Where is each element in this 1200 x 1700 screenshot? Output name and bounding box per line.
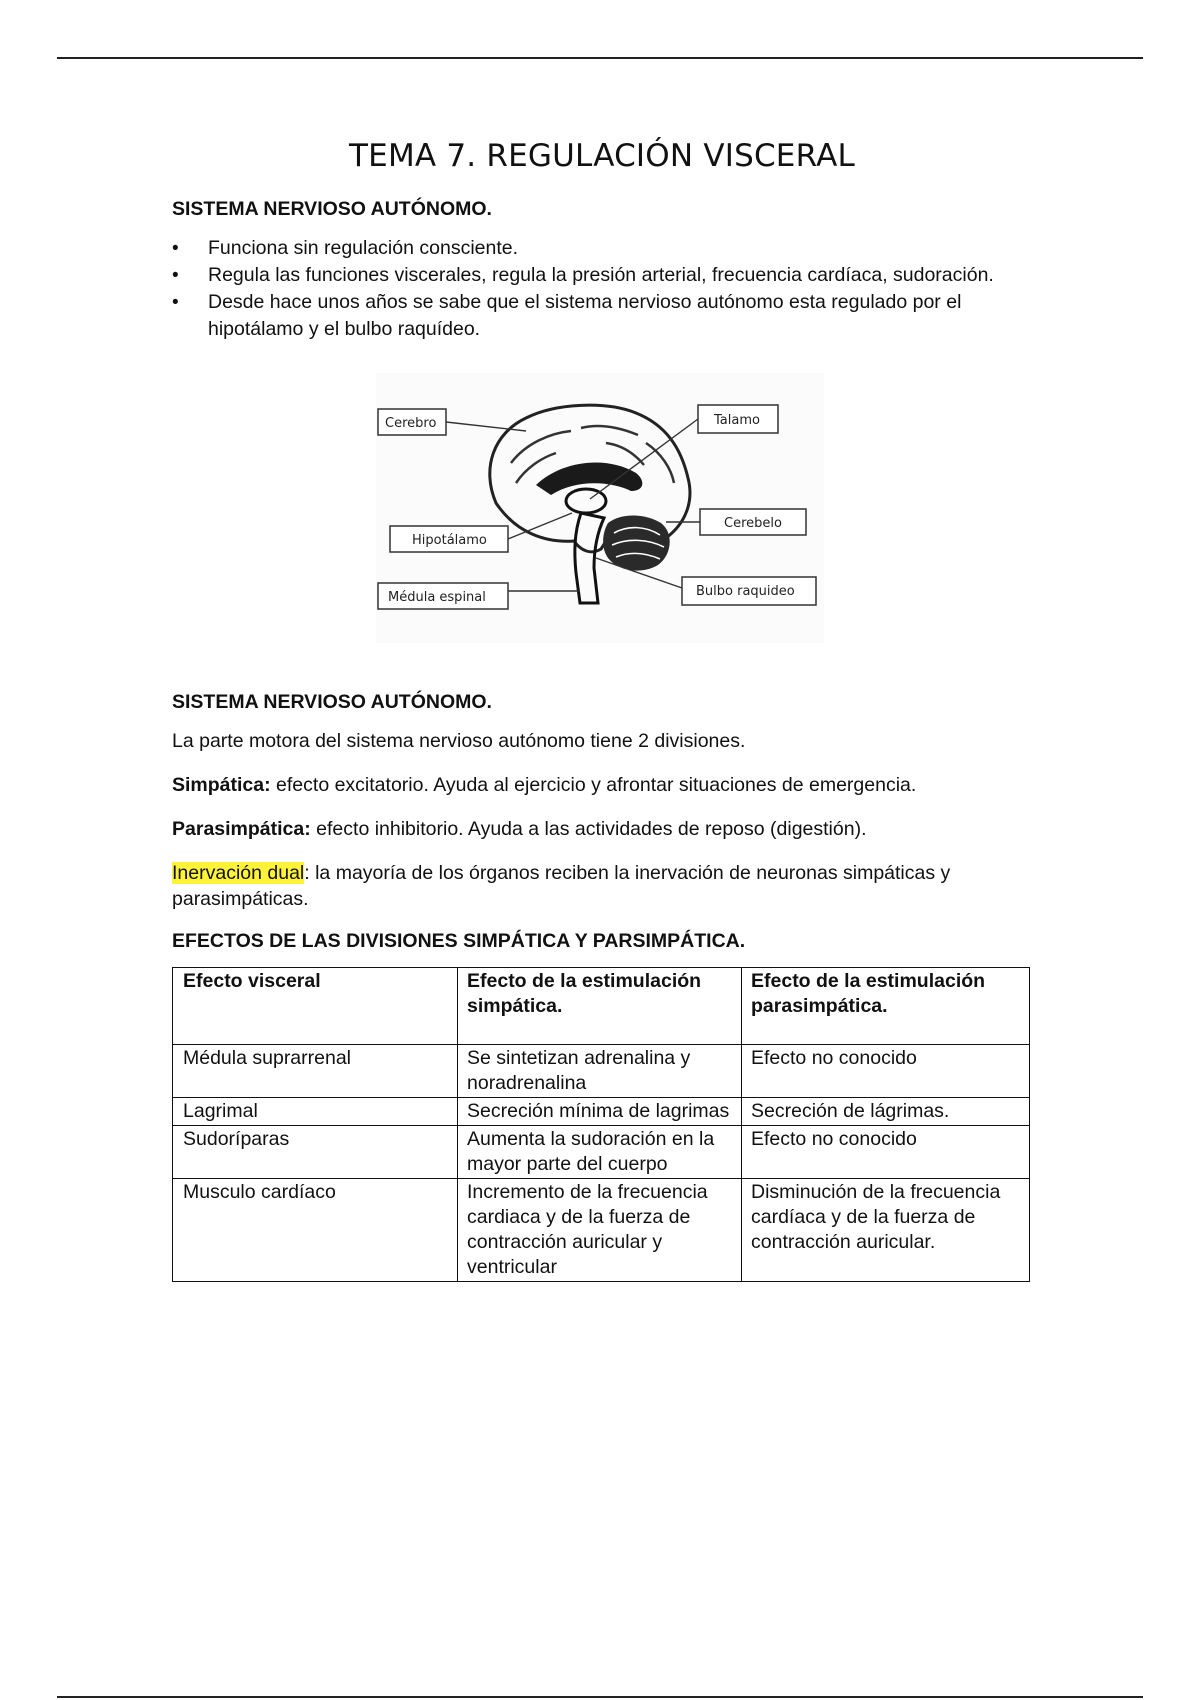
label-talamo: Talamo xyxy=(714,413,760,428)
list-item: • Desde hace unos años se sabe que el sistema nervioso autónomo esta regulado por el hipotálamo y el bulbo raquídeo. xyxy=(172,289,1032,343)
table-row xyxy=(173,1098,1030,1126)
table-cell: Se sintetizan adrenalina y noradrenalina xyxy=(458,1045,742,1098)
label-cerebelo: Cerebelo xyxy=(724,516,782,531)
list-item: • Regula las funciones viscerales, regula la presión arterial, frecuencia cardíaca, sudoración. xyxy=(172,262,1032,289)
table-cell: Efecto no conocido xyxy=(742,1126,1030,1179)
table-cell: Sudoríparas xyxy=(173,1126,458,1179)
table-row xyxy=(173,1126,1030,1179)
section-heading-sna-2: SISTEMA NERVIOSO AUTÓNOMO. xyxy=(172,691,492,713)
brain-diagram-svg xyxy=(376,373,824,643)
table-cell: Secreción mínima de lagrimas xyxy=(458,1098,742,1126)
simpatica-text: efecto excitatorio. Ayuda al ejercicio y afrontar situaciones de emergencia. xyxy=(270,774,917,796)
dual-paragraph xyxy=(172,860,1032,912)
list-item: • Funciona sin regulación consciente. xyxy=(172,235,1032,262)
table-header-cell: Efecto de la estimulación parasimpática. xyxy=(742,968,1030,1045)
simpatica-label: Simpática: xyxy=(172,774,271,796)
table-row xyxy=(173,1045,1030,1098)
dual-text: : la mayoría de los órganos reciben la inervación de neuronas simpáticas y parasimpáticas. xyxy=(172,862,951,910)
label-cerebro: Cerebro xyxy=(385,416,437,431)
table-cell: Incremento de la frecuencia cardiaca y de la fuerza de contracción auricular y ventricular xyxy=(458,1179,742,1282)
simpatica-paragraph xyxy=(172,772,1032,798)
page-title: TEMA 7. REGULACIÓN VISCERAL xyxy=(349,138,855,174)
table-header-row xyxy=(173,968,1030,1045)
table-cell: Musculo cardíaco xyxy=(173,1179,458,1282)
table-cell: Disminución de la frecuencia cardíaca y de la fuerza de contracción auricular. xyxy=(742,1179,1030,1282)
parasimpatica-text: efecto inhibitorio. Ayuda a las actividades de reposo (digestión). xyxy=(310,818,867,840)
label-bulbo: Bulbo raquideo xyxy=(696,584,795,599)
dual-highlight: Inervación dual xyxy=(172,862,305,884)
bottom-rule xyxy=(57,1696,1143,1698)
table-row xyxy=(173,1179,1030,1282)
section-heading-sna: SISTEMA NERVIOSO AUTÓNOMO. xyxy=(172,198,492,220)
table-cell: Lagrimal xyxy=(173,1098,458,1126)
table-heading: EFECTOS DE LAS DIVISIONES SIMPÁTICA Y PARSIMPÁTICA. xyxy=(172,930,746,952)
table-cell: Médula suprarrenal xyxy=(173,1045,458,1098)
top-rule xyxy=(57,57,1143,59)
table-header-cell: Efecto visceral xyxy=(173,968,458,1045)
parasimpatica-paragraph xyxy=(172,816,1032,842)
table-cell: Secreción de lágrimas. xyxy=(742,1098,1030,1126)
intro-paragraph: La parte motora del sistema nervioso autónomo tiene 2 divisiones. xyxy=(172,730,746,752)
brain-diagram xyxy=(376,373,824,643)
bullet-list xyxy=(172,235,1032,343)
table-header-cell: Efecto de la estimulación simpática. xyxy=(458,968,742,1045)
table-cell: Efecto no conocido xyxy=(742,1045,1030,1098)
page-content xyxy=(172,138,1032,1282)
parasimpatica-label: Parasimpática: xyxy=(172,818,311,840)
label-medula: Médula espinal xyxy=(388,590,486,605)
cerebellum-shape xyxy=(603,516,670,571)
effects-table xyxy=(172,967,1030,1282)
label-hipotalamo: Hipotálamo xyxy=(412,533,487,548)
section-divisions xyxy=(172,691,1032,1282)
table-cell: Aumenta la sudoración en la mayor parte del cuerpo xyxy=(458,1126,742,1179)
